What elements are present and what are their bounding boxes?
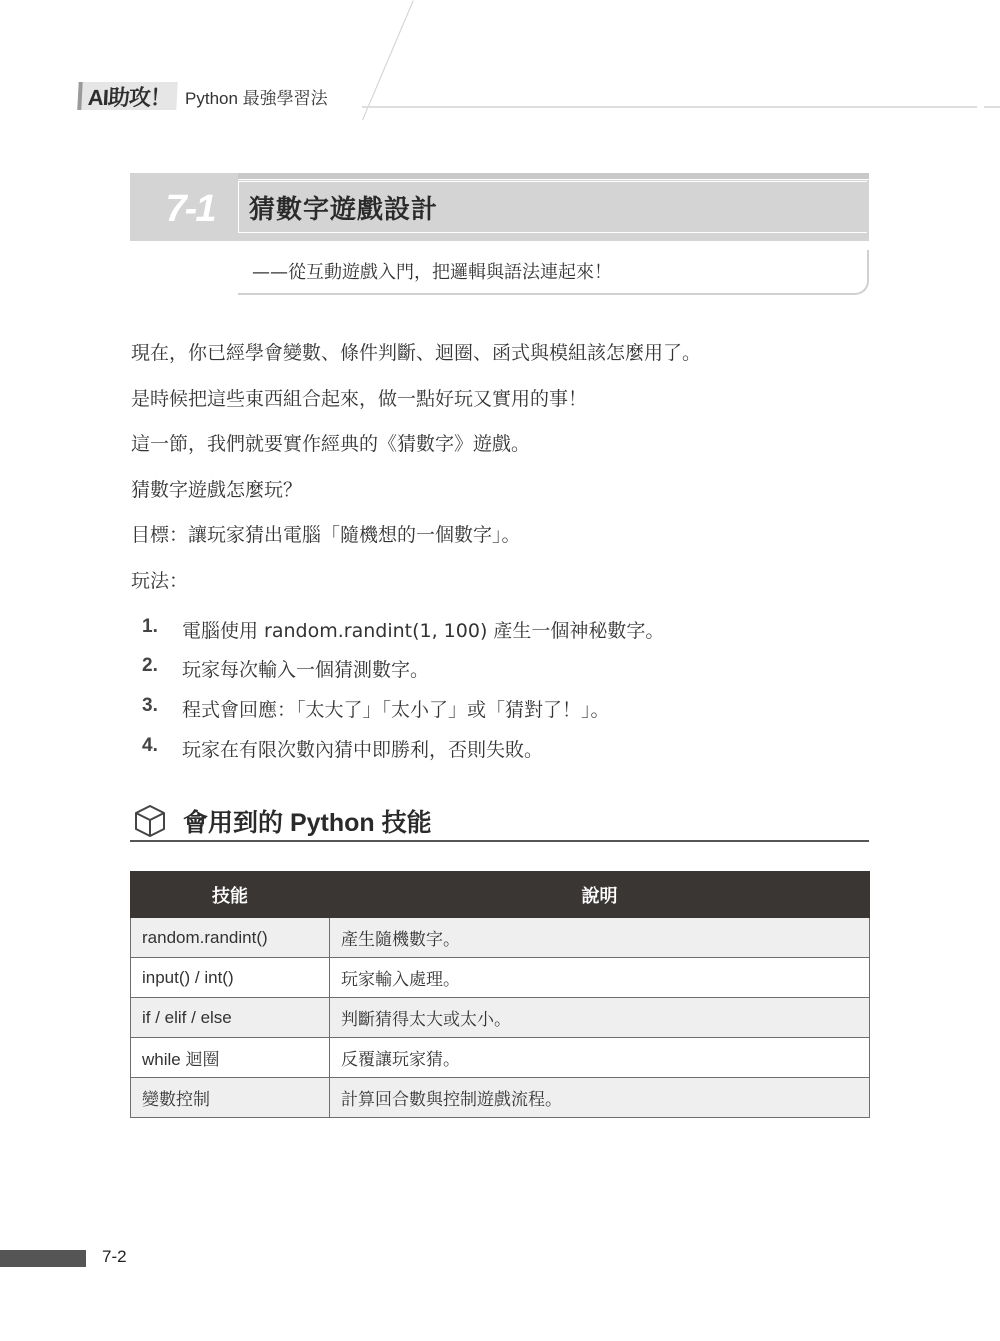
list-text: 電腦使用 random.randint(1, 100) 產生一個神秘數字。 <box>182 620 665 642</box>
paragraph: 現在，你已經學會變數、條件判斷、迴圈、函式與模組該怎麼用了。 <box>131 342 702 364</box>
cube-icon <box>134 804 166 838</box>
skills-title: 會用到的 Python 技能 <box>183 809 432 837</box>
header-rule-end <box>984 106 1000 108</box>
list-item <box>142 655 429 682</box>
header-diagonal-divider <box>362 0 414 120</box>
section-subtitle: ——從互動遊戲入門，把邏輯與語法連起來！ <box>252 262 612 283</box>
running-header <box>78 82 328 110</box>
table-row <box>131 918 870 958</box>
paragraph: 玩法： <box>131 570 189 592</box>
banner-stripe <box>238 173 869 180</box>
list-item <box>142 735 543 762</box>
cell-description: 計算回合數與控制遊戲流程。 <box>330 1078 870 1118</box>
column-header-description: 說明 <box>330 872 870 918</box>
header-rule <box>362 106 977 108</box>
table-row <box>131 1038 870 1078</box>
page-number: 7-2 <box>102 1247 127 1266</box>
skills-heading <box>134 803 432 839</box>
cell-skill: 變數控制 <box>131 1078 330 1118</box>
table-row <box>131 998 870 1038</box>
paragraph: 目標：讓玩家猜出電腦「隨機想的一個數字」。 <box>131 524 521 546</box>
skills-rule <box>130 840 869 842</box>
footer-bar <box>0 1250 86 1267</box>
paragraph: 是時候把這些東西組合起來，做一點好玩又實用的事！ <box>131 388 588 410</box>
table-row <box>131 958 870 998</box>
book-badge: AI助攻！ <box>77 82 177 110</box>
list-number: 1. <box>142 616 158 637</box>
cell-description: 判斷猜得太大或太小。 <box>330 998 870 1038</box>
cell-skill: input() / int() <box>131 958 330 998</box>
cell-skill: random.randint() <box>131 918 330 958</box>
section-subtitle-box <box>238 250 869 295</box>
paragraph: 猜數字遊戲怎麼玩？ <box>131 479 303 501</box>
list-text: 玩家在有限次數內猜中即勝利，否則失敗。 <box>182 739 544 761</box>
skills-table <box>130 871 870 1118</box>
section-title-box <box>238 181 867 233</box>
cell-skill: while 迴圈 <box>131 1038 330 1078</box>
list-number: 3. <box>142 695 158 716</box>
table-row <box>131 1078 870 1118</box>
section-title: 猜數字遊戲設計 <box>249 194 439 225</box>
list-item <box>142 695 610 722</box>
table-header-row <box>131 872 870 918</box>
cell-description: 產生隨機數字。 <box>330 918 870 958</box>
list-number: 2. <box>142 655 158 676</box>
cell-skill: if / elif / else <box>131 998 330 1038</box>
list-text: 程式會回應：「太大了」「太小了」或「猜對了！」。 <box>182 699 610 721</box>
cell-description: 反覆讓玩家猜。 <box>330 1038 870 1078</box>
book-title: Python 最強學習法 <box>185 88 328 108</box>
list-number: 4. <box>142 735 158 756</box>
column-header-skill: 技能 <box>131 872 330 918</box>
list-text: 玩家每次輸入一個猜測數字。 <box>182 659 430 681</box>
paragraph: 這一節，我們就要實作經典的《猜數字》遊戲。 <box>131 433 531 455</box>
section-number: 7-1 <box>165 187 215 230</box>
list-item <box>142 616 664 643</box>
cell-description: 玩家輸入處理。 <box>330 958 870 998</box>
